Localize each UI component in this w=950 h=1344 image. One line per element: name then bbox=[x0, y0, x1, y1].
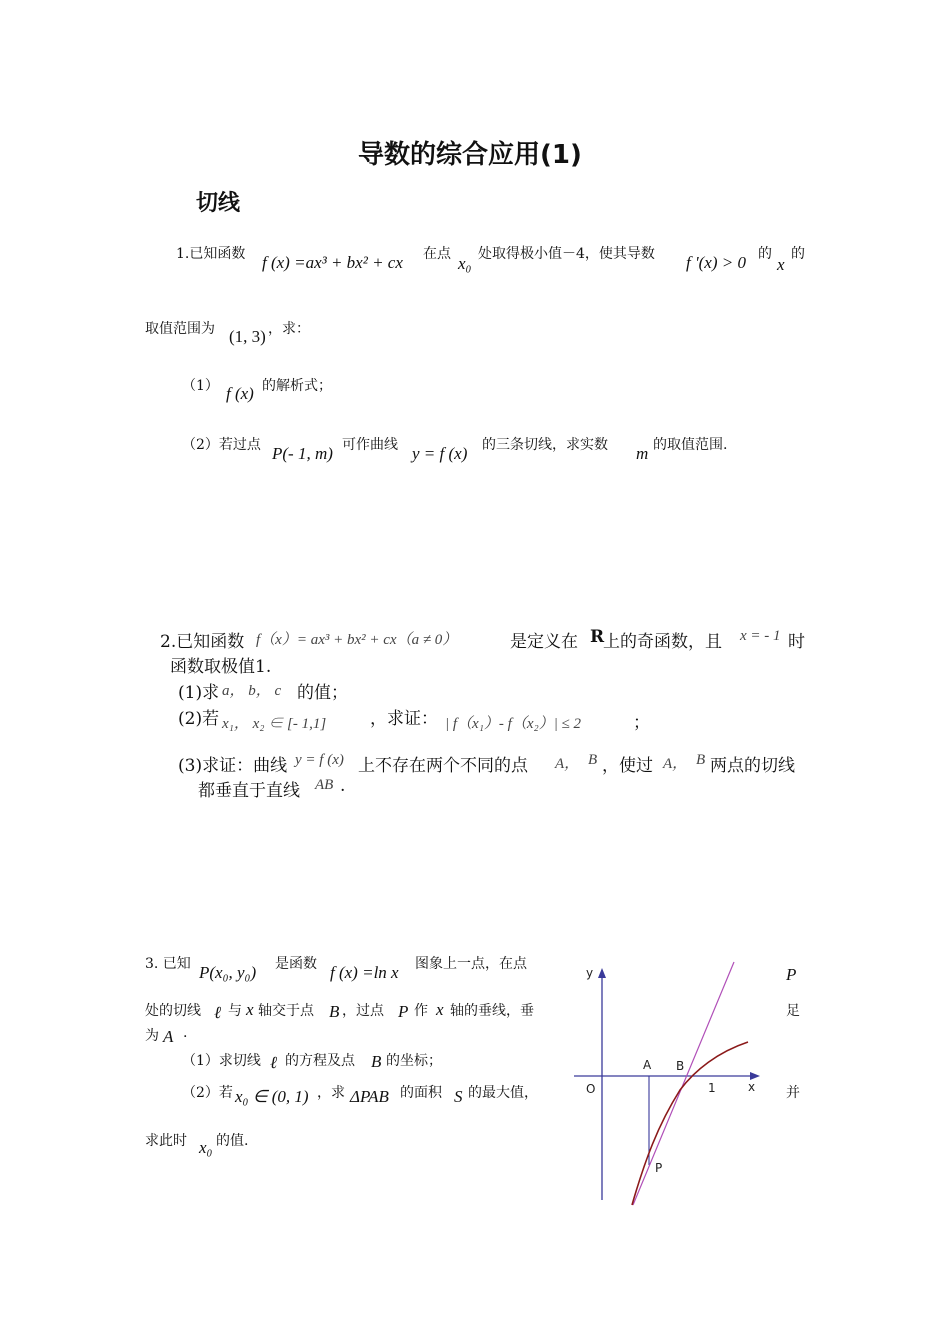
p2-q3-text: 上不存在两个不同的点 bbox=[358, 756, 528, 776]
p3-text: 3. 已知 bbox=[145, 956, 191, 972]
p1-text: 取值范围为 bbox=[145, 321, 215, 337]
p1-interval: (1, 3) bbox=[229, 327, 266, 346]
p1-text: 的 bbox=[758, 246, 772, 262]
p3-q2-text: ，求 bbox=[317, 1085, 345, 1101]
p2-q1-label: (1)求 bbox=[178, 683, 220, 703]
p3-text: ，过点 bbox=[342, 1003, 384, 1019]
p2-q2-ineq: | f（x₁）- f（x₂）| ≤ 2 bbox=[445, 716, 582, 732]
p2-text: 函数取极值1. bbox=[170, 657, 272, 677]
p2-q3-text: 都垂直于直线 bbox=[198, 781, 300, 801]
p3-q2-text: 的最大值， bbox=[468, 1085, 538, 1101]
p3-text: 作 bbox=[414, 1003, 428, 1019]
p3-x2: x bbox=[436, 1000, 444, 1019]
p3-x0: x₀ bbox=[199, 1138, 213, 1157]
p1-q2-curve: y = f (x) bbox=[412, 444, 468, 463]
page-title: 导数的综合应用(1) bbox=[358, 140, 582, 170]
p3-q2-S: S bbox=[454, 1087, 463, 1106]
p3-P-right: P bbox=[786, 965, 797, 984]
p1-text: ，求： bbox=[268, 321, 310, 337]
p2-q1-abc: a， b， c bbox=[222, 683, 282, 699]
origin-label: O bbox=[586, 1082, 596, 1096]
p2-text: 是定义在 bbox=[510, 632, 578, 652]
p2-q3-B2: B bbox=[696, 752, 706, 768]
p3-text: 与 bbox=[228, 1003, 242, 1019]
p1-text: 在点 bbox=[423, 246, 451, 262]
p3-x: x bbox=[246, 1000, 254, 1019]
p3-text: 处的切线 bbox=[145, 1003, 201, 1019]
p1-q1-f: f (x) bbox=[226, 384, 254, 403]
p3-q2-text: 的面积 bbox=[400, 1085, 442, 1101]
p2-function: f（x）= ax³ + bx² + cx（a ≠ 0） bbox=[256, 632, 458, 648]
p2-q2-text: ； bbox=[633, 713, 650, 733]
p1-q1-text: 的解析式； bbox=[262, 378, 332, 394]
p1-q2-text: 的三条切线，求实数 bbox=[482, 437, 608, 453]
p3-text: . bbox=[183, 1025, 188, 1041]
p2-q1-text: 的值； bbox=[297, 683, 348, 703]
p1-text: 1.已知函数 bbox=[176, 246, 246, 262]
p1-q2-point: P(- 1, m) bbox=[272, 444, 333, 463]
p2-q3-text: 两点的切线 bbox=[710, 756, 795, 776]
p3-text-right: 足 bbox=[786, 1003, 800, 1019]
p2-q3-y: y = f (x) bbox=[295, 752, 344, 768]
p3-q1-label: （1）求切线 bbox=[182, 1053, 261, 1069]
p2-q3-text: ，使过 bbox=[602, 756, 653, 776]
p3-q2-x0: x₀ ∈ (0, 1) bbox=[235, 1087, 309, 1106]
section-heading: 切线 bbox=[196, 191, 241, 216]
p3-A: A bbox=[163, 1027, 174, 1046]
p3-text: 为 bbox=[145, 1028, 159, 1044]
point-A-label: A bbox=[643, 1058, 652, 1072]
p2-q3-AB: AB bbox=[315, 777, 334, 793]
p2-text: 时 bbox=[788, 632, 805, 652]
point-B-label: B bbox=[676, 1059, 685, 1073]
p1-q1-label: （1） bbox=[182, 378, 219, 394]
x-axis-label: x bbox=[748, 1080, 756, 1094]
p3-function: f (x) =ln x bbox=[330, 963, 399, 982]
y-axis-label: y bbox=[586, 966, 594, 980]
p1-q2-label: （2）若过点 bbox=[182, 437, 261, 453]
p1-x: x bbox=[777, 255, 785, 274]
p2-R: R bbox=[590, 627, 605, 647]
p2-x: x = - 1 bbox=[740, 628, 781, 644]
p3-point: P(x₀, y₀) bbox=[199, 963, 257, 982]
p3-q1-B: B bbox=[371, 1052, 382, 1071]
p3-text: 的值. bbox=[216, 1133, 249, 1149]
p2-q3-A2: A， bbox=[663, 756, 688, 772]
p3-q1-l: ℓ bbox=[270, 1053, 278, 1072]
p2-q2-text: ，求证： bbox=[370, 709, 438, 729]
p2-q3-B: B bbox=[588, 752, 598, 768]
p2-q2-x: x₁， x₂ ∈ [- 1,1] bbox=[222, 716, 327, 732]
p3-text: 求此时 bbox=[145, 1133, 187, 1149]
p1-text: 的 bbox=[791, 246, 805, 262]
p1-derivative: f '(x) > 0 bbox=[686, 253, 746, 272]
p3-text: 是函数 bbox=[275, 956, 317, 972]
p1-function: f (x) =ax³ + bx² + cx bbox=[262, 253, 403, 272]
p1-q2-text: 的取值范围. bbox=[653, 437, 728, 453]
tangent-line bbox=[633, 962, 734, 1205]
p3-q2-text-right: 并 bbox=[786, 1085, 800, 1101]
p1-x0: x₀ bbox=[458, 254, 472, 273]
p1-q2-text: 可作曲线 bbox=[342, 437, 398, 453]
p3-text: 轴的垂线，垂 bbox=[450, 1003, 534, 1019]
p2-q3-A: A， bbox=[555, 756, 580, 772]
p3-q2-label: （2）若 bbox=[182, 1085, 233, 1101]
p3-text: 图象上一点，在点 bbox=[415, 956, 527, 972]
p2-text: 2.已知函数 bbox=[160, 632, 245, 652]
tangent-figure bbox=[570, 960, 770, 1210]
p2-text: 上的奇函数，且 bbox=[603, 632, 722, 652]
p3-q1-text: 的坐标； bbox=[386, 1053, 442, 1069]
p2-q3-text: . bbox=[340, 776, 346, 796]
p3-l: ℓ bbox=[214, 1003, 222, 1022]
point-P-label: P bbox=[655, 1161, 663, 1175]
p1-q2-m: m bbox=[636, 444, 649, 463]
p1-text: 处取得极小值－4，使其导数 bbox=[478, 246, 655, 262]
p3-B: B bbox=[329, 1002, 340, 1021]
p3-q1-text: 的方程及点 bbox=[285, 1053, 355, 1069]
p3-text: 轴交于点 bbox=[258, 1003, 314, 1019]
p3-P: P bbox=[398, 1002, 409, 1021]
p2-q3-label: (3)求证：曲线 bbox=[178, 756, 288, 776]
p3-q2-tri: ΔPAB bbox=[350, 1087, 389, 1106]
y-axis bbox=[598, 968, 606, 1200]
p2-q2-label: (2)若 bbox=[178, 709, 220, 729]
tick-1-label: 1 bbox=[708, 1081, 716, 1095]
